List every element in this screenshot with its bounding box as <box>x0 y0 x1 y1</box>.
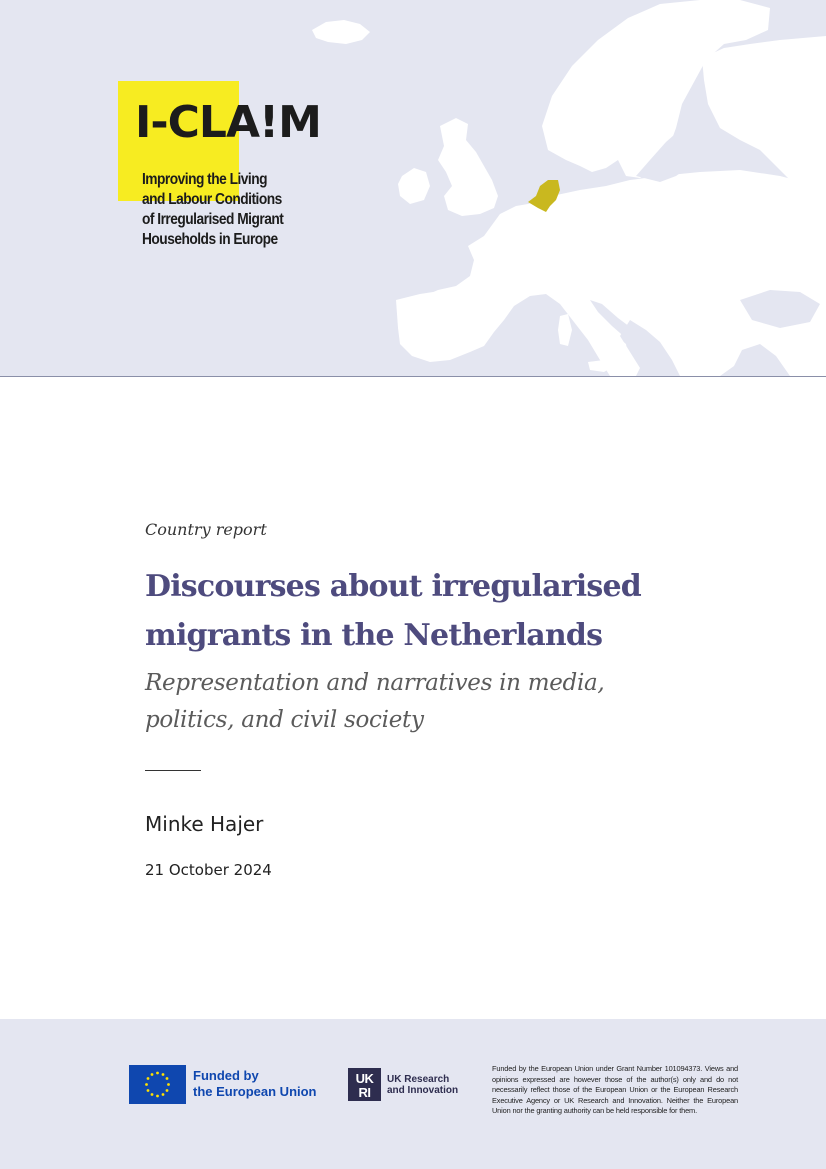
map-great-britain <box>438 118 498 216</box>
ukri-mark-icon <box>348 1068 381 1101</box>
map-ireland <box>398 168 430 204</box>
logo-tagline <box>142 170 283 250</box>
svg-text:UK: UK <box>355 1071 374 1086</box>
eu-stars-icon <box>129 1065 186 1104</box>
logo-tagline-line: of Irregularised Migrant <box>142 211 284 228</box>
ukri-logo-icon <box>348 1068 381 1101</box>
eu-funding-label <box>193 1068 317 1100</box>
header-banner <box>0 0 826 377</box>
publication-date: 21 October 2024 <box>145 861 272 879</box>
funding-disclaimer: Funded by the European Union under Grant Number 101094373. Views and opinions expressed are however those of the author(s) only and do not necessarily reflect those of the European Union or the European Research Executive Agency or UK Research and Innovation. Neither the European Union nor the granting authority can be held responsible for them. <box>492 1064 738 1116</box>
report-title-line: Discourses about irregularised <box>145 569 641 604</box>
map-sardinia <box>558 314 572 346</box>
report-title <box>145 562 705 660</box>
logo-title: I-CLA!M <box>135 97 321 148</box>
author-name: Minke Hajer <box>145 812 264 836</box>
logo-tagline-line: and Labour Conditions <box>142 191 282 208</box>
ukri-label-line: and Innovation <box>387 1085 459 1096</box>
map-iberia <box>396 290 492 362</box>
report-subtitle-line: Representation and narratives in media, <box>145 670 605 696</box>
report-subtitle <box>145 665 705 739</box>
eu-flag-icon <box>129 1065 186 1104</box>
map-iceland <box>312 20 370 44</box>
logo-tagline-line: Households in Europe <box>142 231 278 248</box>
report-title-line: migrants in the Netherlands <box>145 618 603 653</box>
ukri-label <box>387 1074 458 1096</box>
eu-funding-line: the European Union <box>193 1084 317 1099</box>
svg-text:RI: RI <box>358 1085 371 1100</box>
eu-funding-line: Funded by <box>193 1068 259 1083</box>
report-type: Country report <box>145 520 267 539</box>
logo-tagline-line: Improving the Living <box>142 171 267 188</box>
ukri-label-line: UK Research <box>387 1074 450 1085</box>
divider <box>145 770 201 771</box>
report-subtitle-line: politics, and civil society <box>145 707 424 733</box>
